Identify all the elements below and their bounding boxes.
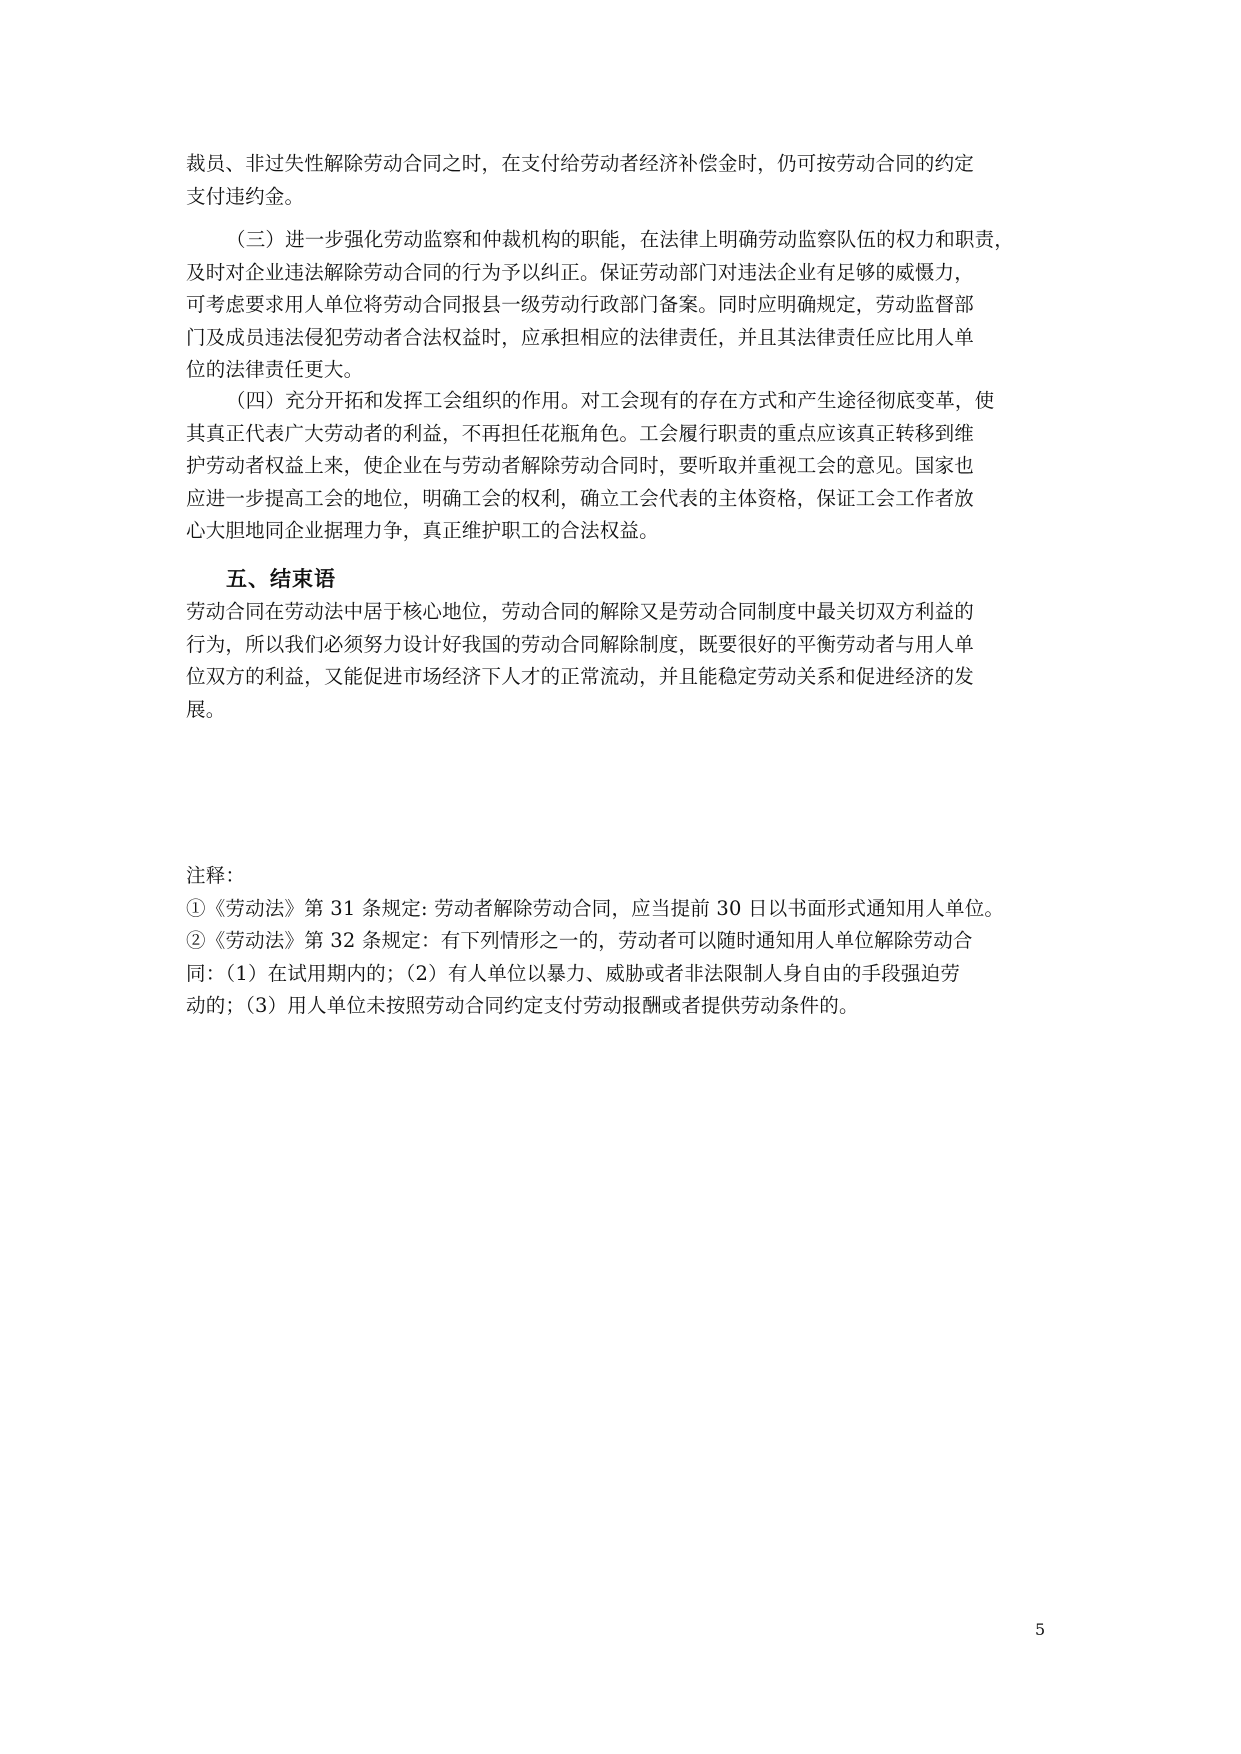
text-line: 位的法律责任更大。 bbox=[186, 358, 364, 382]
footnote-line: ②《劳动法》第 32 条规定：有下列情形之一的，劳动者可以随时通知用人单位解除劳动合 bbox=[186, 929, 973, 953]
footnote-line: ①《劳动法》第 31 条规定: 劳动者解除劳动合同，应当提前 30 日以书面形式通知用人单位。 bbox=[186, 896, 1005, 920]
footnote-line: 动的；（3）用人单位未按照劳动合同约定支付劳动报酬或者提供劳动条件的。 bbox=[186, 994, 859, 1018]
paragraph-item-three bbox=[186, 224, 1056, 387]
text-line: 支付违约金。 bbox=[186, 184, 305, 208]
text-line: 位双方的利益，又能促进市场经济下人才的正常流动，并且能稳定劳动关系和促进经济的发 bbox=[186, 665, 975, 689]
text-line: 行为，所以我们必须努力设计好我国的劳动合同解除制度，既要很好的平衡劳动者与用人单 bbox=[186, 632, 975, 656]
text-line: （三）进一步强化劳动监察和仲裁机构的职能，在法律上明确劳动监察队伍的权力和职责， bbox=[226, 228, 1015, 251]
text-line: 展。 bbox=[186, 697, 226, 721]
text-line: 其真正代表广大劳动者的利益，不再担任花瓶角色。工会履行职责的重点应该真正转移到维 bbox=[186, 421, 975, 445]
text-line: 可考虑要求用人单位将劳动合同报县一级劳动行政部门备案。同时应明确规定，劳动监督部 bbox=[186, 293, 975, 317]
paragraph-item-four bbox=[186, 385, 1056, 548]
notes-section bbox=[186, 860, 1056, 1023]
text-line: 及时对企业违法解除劳动合同的行为予以纠正。保证劳动部门对违法企业有足够的威慑力， bbox=[186, 260, 975, 284]
text-line: 应进一步提高工会的地位，明确工会的权利，确立工会代表的主体资格，保证工会工作者放 bbox=[186, 486, 975, 510]
footnote-line: 同：（1）在试用期内的；（2）有人单位以暴力、威胁或者非法限制人身自由的手段强迫劳 bbox=[186, 961, 961, 985]
text-line: （四）充分开拓和发挥工会组织的作用。对工会现有的存在方式和产生途径彻底变革，使 bbox=[226, 389, 995, 412]
section-heading: 五、结束语 bbox=[226, 567, 336, 591]
text-line: 心大胆地同企业据理力争，真正维护职工的合法权益。 bbox=[186, 519, 659, 543]
notes-title: 注释： bbox=[186, 864, 246, 887]
continuation-paragraph bbox=[186, 148, 1056, 213]
text-line: 门及成员违法侵犯劳动者合法权益时，应承担相应的法律责任，并且其法律责任应比用人单 bbox=[186, 325, 975, 349]
conclusion-paragraph bbox=[186, 596, 1056, 726]
text-line: 裁员、非过失性解除劳动合同之时，在支付给劳动者经济补偿金时，仍可按劳动合同的约定 bbox=[186, 152, 975, 175]
page-number: 5 bbox=[1035, 1620, 1046, 1639]
text-line: 劳动合同在劳动法中居于核心地位，劳动合同的解除又是劳动合同制度中最关切双方利益的 bbox=[186, 600, 975, 623]
text-line: 护劳动者权益上来，使企业在与劳动者解除劳动合同时，要听取并重视工会的意见。国家也 bbox=[186, 454, 975, 478]
